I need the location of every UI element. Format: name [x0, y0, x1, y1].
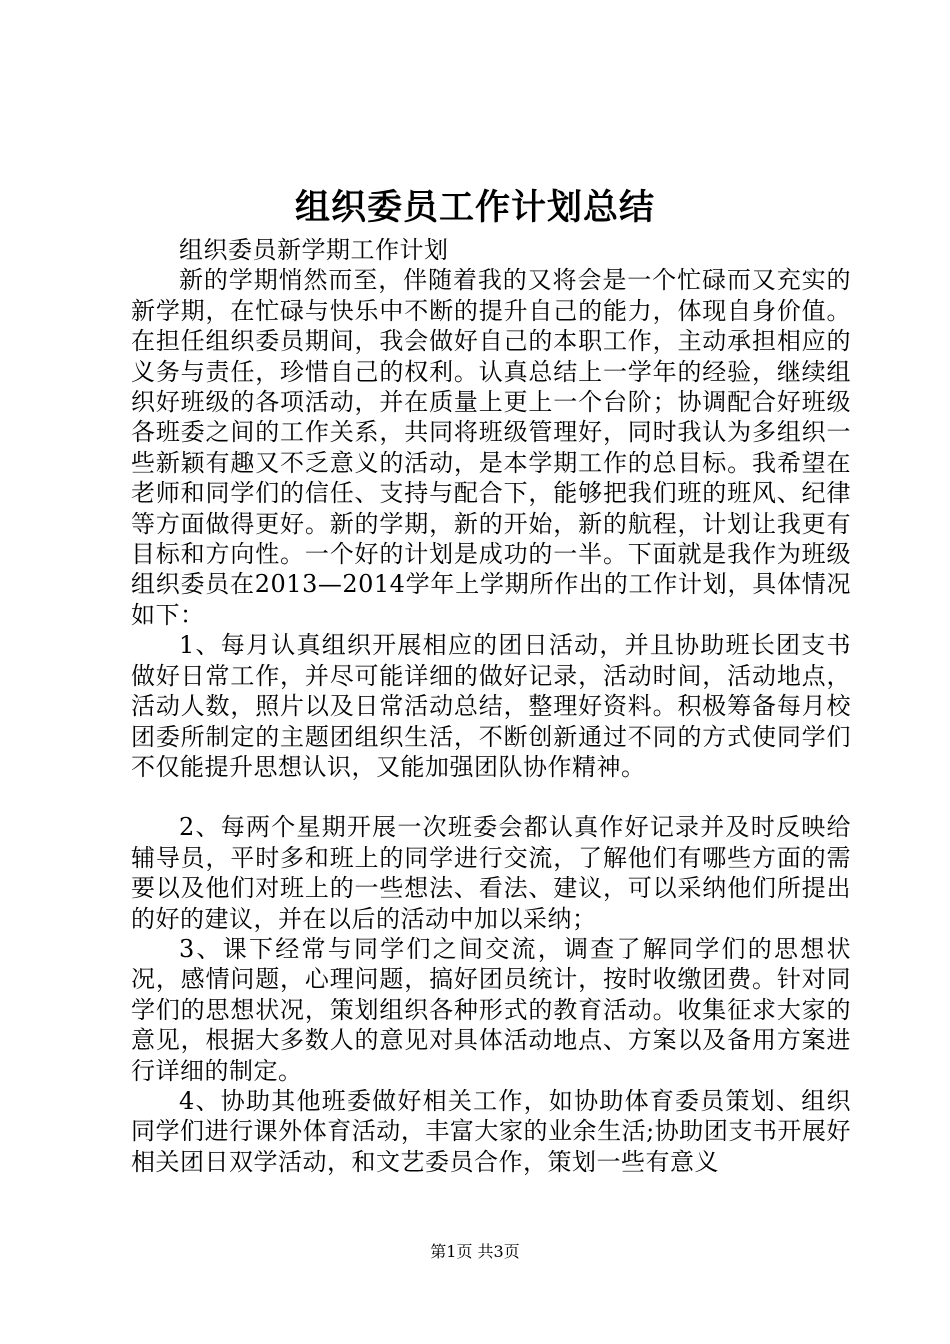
document-subtitle: 组织委员新学期工作计划: [179, 236, 449, 264]
paragraph-item-4: 4、协助其他班委做好相关工作，如协助体育委员策划、组织同学们进行课外体育活动，丰富大家的业余生活;协助团支书开展好相关团日双学活动，和文艺委员合作，策划一些有意义: [131, 1086, 851, 1176]
paragraph-item-2: 2、每两个星期开展一次班委会都认真作好记录并及时反映给辅导员，平时多和班上的同学进行交流，了解他们有哪些方面的需要以及他们对班上的一些想法、看法、建议，可以采纳他们所提出的好的建议，并在以后的活动中加以采纳；: [131, 813, 851, 933]
document-body: [131, 235, 851, 1177]
paragraph-item-1: 1、每月认真组织开展相应的团日活动，并且协助班长团支书做好日常工作，并尽可能详细的做好记录，活动时间，活动地点，活动人数，照片以及日常活动总结，整理好资料。积极筹备每月校团委所制定的主题团组织生活，不断创新通过不同的方式使同学们不仅能提升思想认识，又能加强团队协作精神。: [131, 631, 851, 781]
paragraph-item-3: 3、课下经常与同学们之间交流，调查了解同学们的思想状况，感情问题，心理问题，搞好团员统计，按时收缴团费。针对同学们的思想状况，策划组织各种形式的教育活动。收集征求大家的意见，根据大多数人的意见对具体活动地点、方案以及备用方案进行详细的制定。: [131, 934, 851, 1085]
page-number-footer: 第1页 共3页: [430, 1242, 520, 1261]
document-title: 组织委员工作计划总结: [294, 187, 655, 228]
paragraph-intro: 新的学期悄然而至，伴随着我的又将会是一个忙碌而又充实的新学期，在忙碌与快乐中不断的提升自己的能力，体现自身价值。在担任组织委员期间，我会做好自己的本职工作，主动承担相应的义务与责任，珍惜自己的权利。认真总结上一学年的经验，继续组织好班级的各项活动，并在质量上更上一个台阶；协调配合好班级各班委之间的工作关系，共同将班级管理好，同时我认为多组织一些新颖有趣又不乏意义的活动，是本学期工作的总目标。我希望在老师和同学们的信任、支持与配合下，能够把我们班的班风、纪律等方面做得更好。新的学期，新的开始，新的航程，计划让我更有目标和方向性。一个好的计划是成功的一半。下面就是我作为班级组织委员在2013—2014学年上学期所作出的工作计划，具体情况如下：: [131, 266, 851, 629]
